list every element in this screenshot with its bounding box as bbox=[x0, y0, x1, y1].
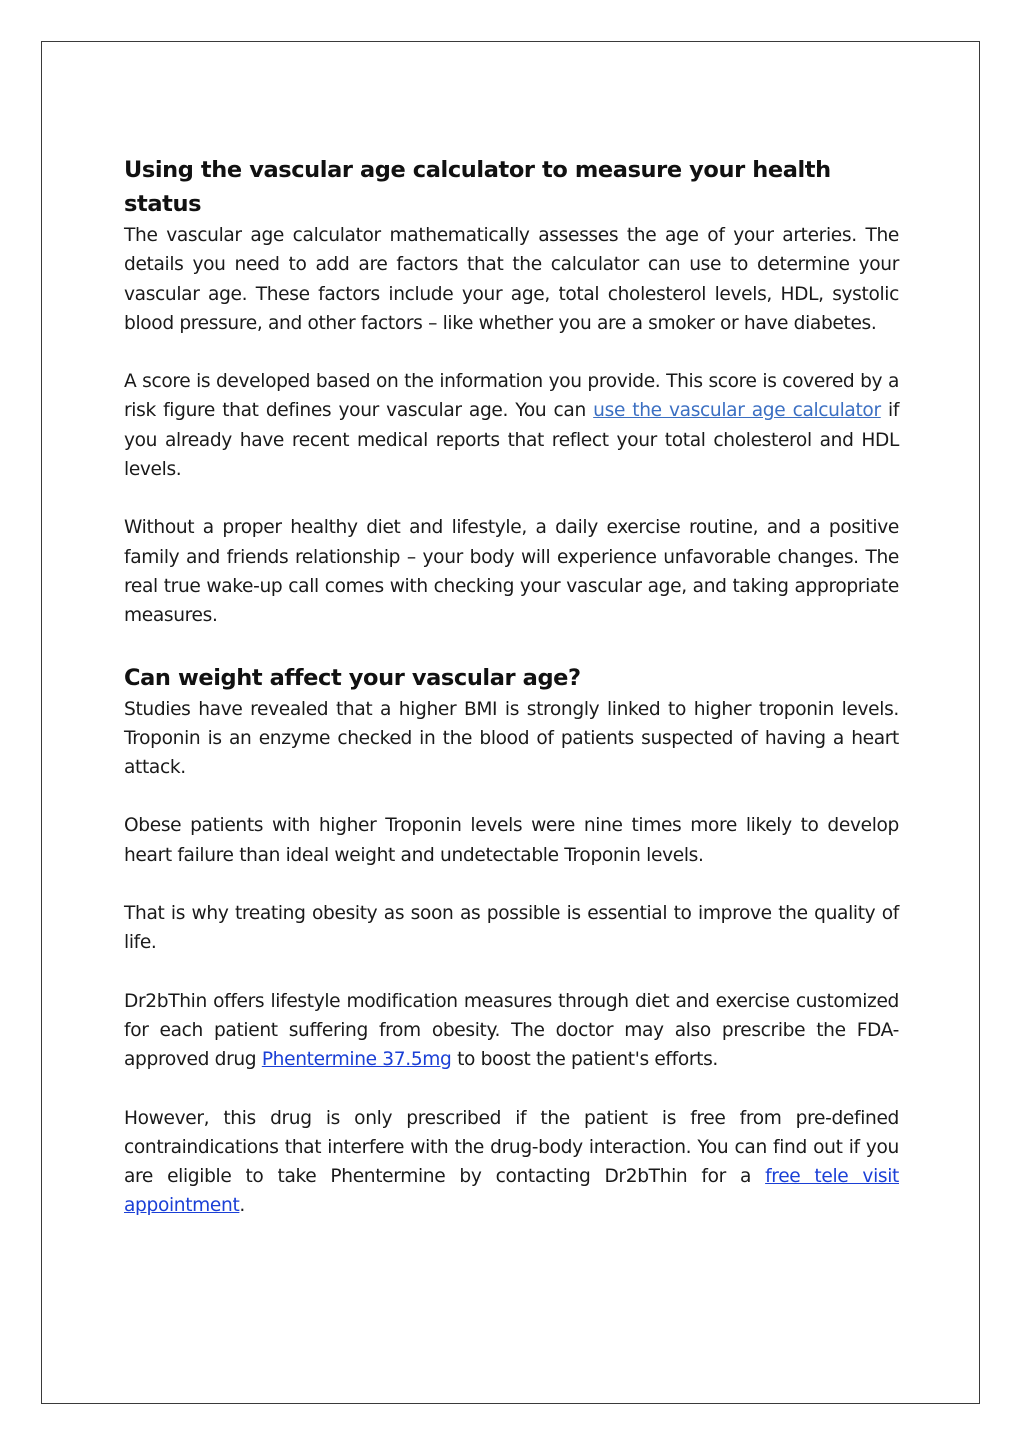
paragraph-score-text-after: if you already have recent medical reports that reflect your total cholesterol and HDL levels. bbox=[124, 400, 900, 481]
paragraph-treating-obesity: That is why treating obesity as soon as possible is essential to improve the quality of life. bbox=[124, 903, 899, 954]
section-heading-vascular-calculator: Using the vascular age calculator to measure your health status bbox=[124, 157, 831, 217]
paragraph-spacer bbox=[124, 338, 899, 367]
paragraph-spacer bbox=[124, 1075, 899, 1104]
paragraph-score-text-before: A score is developed based on the information you provide. This score is covered by a risk figure that defines your vascular age. You can bbox=[124, 371, 899, 422]
paragraph-contraindications-text-before: However, this drug is only prescribed if the patient is free from pre-defined contraindications that interfere with the drug-body interaction. You can find out if you are eligible to take Phentermine by contacting Dr2bThin for a bbox=[124, 1107, 899, 1188]
paragraph-score bbox=[124, 367, 899, 484]
section-heading-weight: Can weight affect your vascular age? bbox=[124, 664, 581, 691]
paragraph-spacer bbox=[124, 870, 899, 899]
paragraph-dr2bthin-text-before: Dr2bThin offers lifestyle modification measures through diet and exercise customized for each patient suffering from obesity. The doctor may also prescribe the FDA-approved drug bbox=[124, 990, 899, 1071]
vascular-age-calculator-link[interactable]: use the vascular age calculator bbox=[593, 400, 881, 422]
paragraph-dr2bthin-offers bbox=[124, 987, 899, 1075]
paragraph-dr2bthin-text-after: to boost the patient's efforts. bbox=[451, 1049, 718, 1071]
paragraph-contraindications bbox=[124, 1104, 899, 1221]
paragraph-calculator-intro: The vascular age calculator mathematically assesses the age of your arteries. The details you need to add are factors that the calculator can use to determine your vascular age. These factors include your age, total cholesterol levels, HDL, systolic blood pressure, and other factors – like whether you are a smoker or have diabetes. bbox=[124, 225, 899, 334]
paragraph-spacer bbox=[124, 782, 899, 811]
paragraph-spacer bbox=[124, 484, 899, 513]
paragraph-obese-patients: Obese patients with higher Troponin levels were nine times more likely to develop heart failure than ideal weight and undetectable Troponin levels. bbox=[124, 815, 899, 866]
paragraph-spacer bbox=[124, 958, 899, 987]
document-body bbox=[124, 153, 899, 1221]
section-spacer bbox=[124, 631, 899, 661]
paragraph-bmi-troponin: Studies have revealed that a higher BMI is strongly linked to higher troponin levels. Troponin is an enzyme checked in the blood of patients suspected of having a heart attack. bbox=[124, 698, 899, 779]
paragraph-lifestyle: Without a proper healthy diet and lifestyle, a daily exercise routine, and a positive family and friends relationship – your body will experience unfavorable changes. The real true wake-up call comes with checking your vascular age, and taking appropriate measures. bbox=[124, 517, 899, 627]
free-tele-visit-link[interactable]: free tele visit appointment bbox=[124, 1166, 899, 1217]
paragraph-contraindications-text-after: . bbox=[239, 1195, 245, 1217]
phentermine-link[interactable]: Phentermine 37.5mg bbox=[261, 1049, 452, 1071]
